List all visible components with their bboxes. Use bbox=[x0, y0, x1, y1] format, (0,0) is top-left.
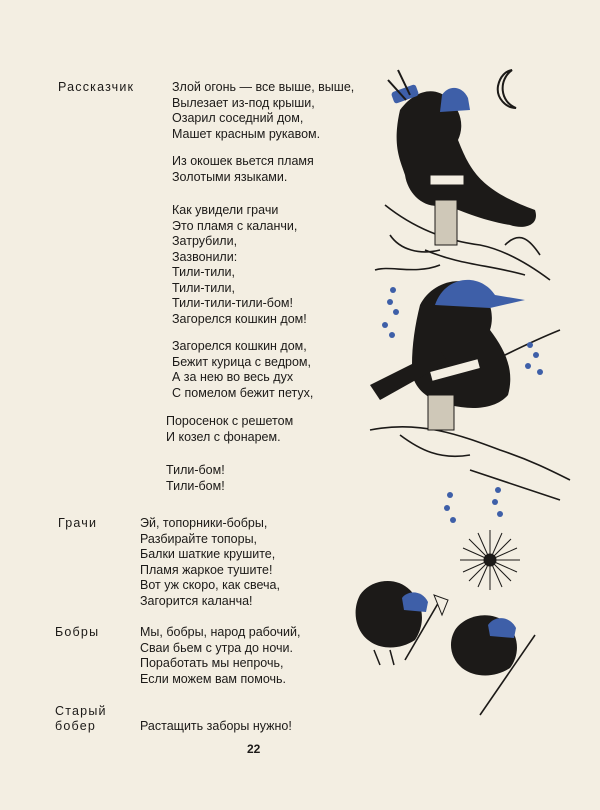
verse-line: Поросенок с решетом bbox=[166, 414, 294, 428]
verse-line: Мы, бобры, народ рабочий, bbox=[140, 625, 301, 639]
stanza bbox=[166, 414, 293, 445]
star-burst-icon bbox=[460, 530, 520, 590]
stanza bbox=[172, 339, 313, 401]
verse-line: Машет красным рукавом. bbox=[172, 126, 321, 141]
verse-line: Загорится каланча! bbox=[140, 593, 253, 608]
stanza bbox=[172, 80, 354, 142]
verse-line: А за нею во весь дух bbox=[172, 370, 294, 384]
verse-line: Эй, топорники-бобры, bbox=[140, 516, 268, 530]
verse-line: Как увидели грачи bbox=[172, 203, 279, 217]
verse-line: Затрубили, bbox=[172, 234, 238, 248]
verse-line: Бежит курица с ведром, bbox=[172, 354, 311, 369]
verse-line: Из окошек вьется пламя bbox=[172, 154, 314, 168]
verse-line: Злой огонь — все выше, выше, bbox=[172, 80, 355, 94]
speaker-narrator: Рассказчик bbox=[58, 80, 135, 94]
page-number: 22 bbox=[247, 742, 261, 756]
verse-line: Озарил соседний дом, bbox=[172, 111, 304, 125]
verse-line: Вот уж скоро, как свеча, bbox=[140, 578, 280, 592]
stanza bbox=[140, 625, 300, 687]
verse-line: Золотыми языками. bbox=[172, 169, 288, 184]
verse-line: Растащить заборы нужно! bbox=[140, 719, 292, 733]
verse-line: Сваи бьем с утра до ночи. bbox=[140, 640, 293, 655]
verse-line: Тили-тили, bbox=[172, 280, 235, 295]
stanza bbox=[140, 516, 280, 609]
verse-line: Тили-тили-тили-бом! bbox=[172, 296, 293, 310]
illustration bbox=[330, 50, 600, 740]
verse-line: Тили-бом! bbox=[166, 478, 225, 493]
verse-line: Вылезает из-под крыши, bbox=[172, 95, 315, 110]
verse-line: И козел с фонарем. bbox=[166, 429, 281, 444]
stanza bbox=[166, 463, 225, 494]
verse-line: Загорелся кошкин дом! bbox=[172, 311, 307, 326]
verse-line: Зазвонили: bbox=[172, 249, 238, 264]
crescent-moon-icon bbox=[498, 70, 516, 108]
verse-line: Тили-бом! bbox=[166, 463, 225, 477]
speaker-old-beaver bbox=[55, 704, 107, 734]
verse-line: Поработать мы непрочь, bbox=[140, 656, 284, 670]
verse-line: Пламя жаркое тушите! bbox=[140, 562, 273, 577]
verse-line: С помелом бежит петух, bbox=[172, 385, 314, 400]
stanza bbox=[172, 203, 307, 327]
verse-line: Если можем вам помочь. bbox=[140, 671, 286, 686]
verse-line: Балки шаткие крушите, bbox=[140, 547, 276, 561]
verse-line: Это пламя с каланчи, bbox=[172, 218, 298, 233]
speaker-line: Старый bbox=[55, 704, 107, 718]
speaker-line: бобер bbox=[55, 719, 97, 733]
verse-line: Тили-тили, bbox=[172, 265, 235, 279]
speaker-rooks: Грачи bbox=[58, 516, 98, 530]
rook-with-trumpet-icon bbox=[370, 280, 525, 430]
stanza bbox=[140, 719, 292, 735]
rooks-with-shovels-icon bbox=[356, 581, 535, 715]
speaker-beavers: Бобры bbox=[55, 625, 100, 639]
stanza bbox=[172, 154, 314, 185]
rook-with-binoculars-icon bbox=[388, 70, 536, 245]
verse-line: Загорелся кошкин дом, bbox=[172, 339, 307, 353]
verse-line: Разбирайте топоры, bbox=[140, 531, 258, 546]
